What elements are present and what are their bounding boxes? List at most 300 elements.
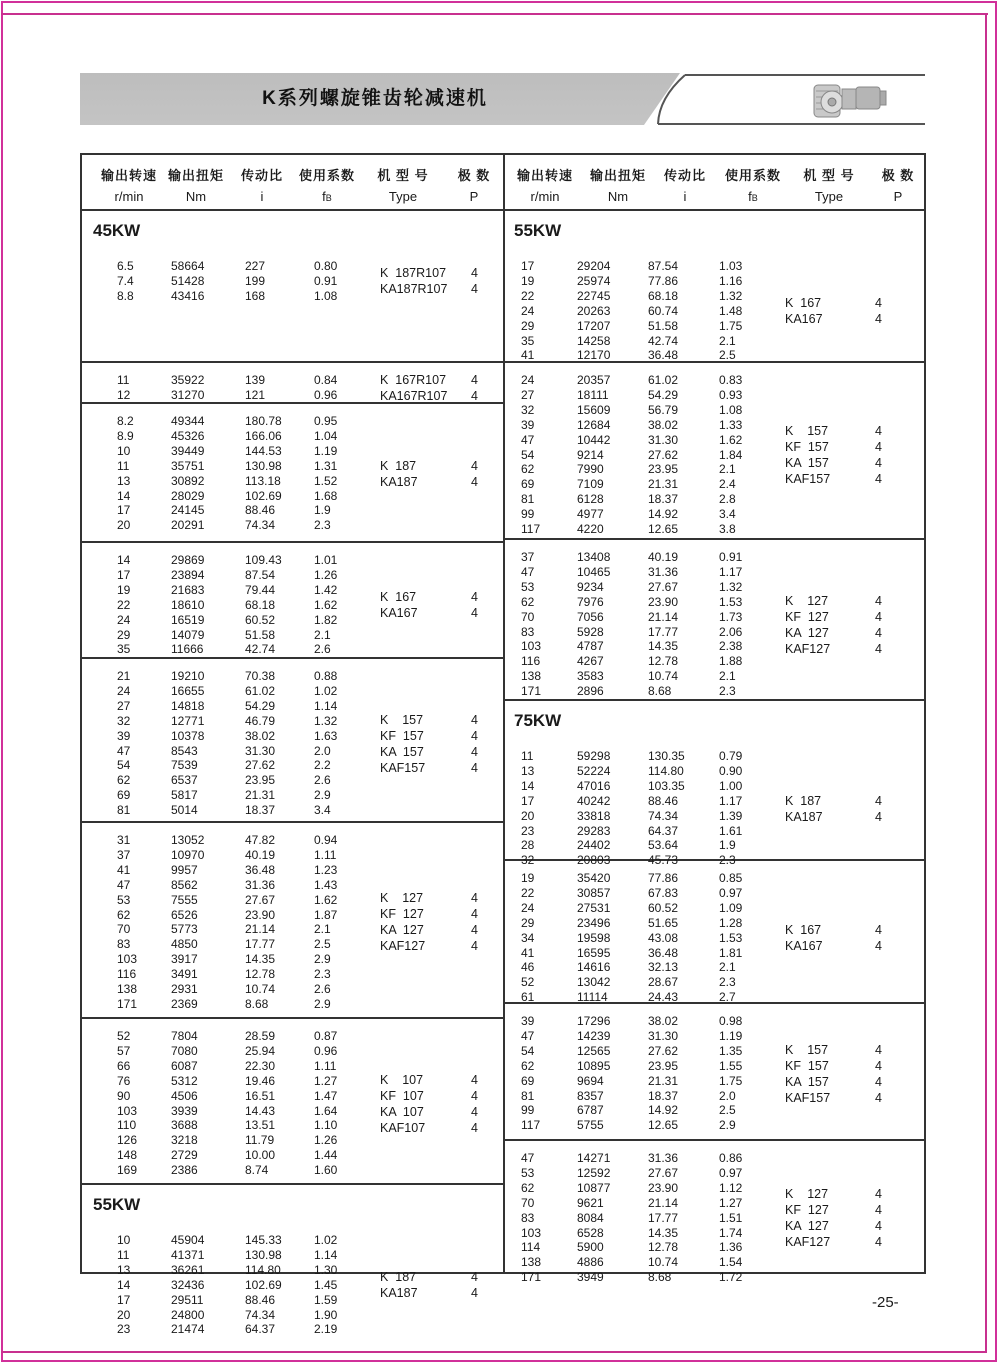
torque-cell: 58664	[171, 259, 205, 273]
header-label: f	[322, 189, 326, 204]
table-row	[503, 1044, 924, 1059]
torque-cell: 6526	[171, 907, 198, 922]
speed-cell: 14	[117, 1277, 131, 1292]
ratio-cell: 12.65	[648, 522, 679, 536]
speed-cell: 39	[521, 417, 535, 432]
model-type: KF 127	[380, 907, 424, 922]
gearbox-motor-image	[810, 79, 890, 121]
torque-cell: 7539	[171, 758, 198, 773]
speed-cell: 69	[521, 1073, 535, 1088]
pole-count: 4	[471, 744, 478, 759]
service-factor-cell: 1.42	[314, 582, 338, 597]
service-factor-cell: 1.39	[719, 808, 743, 823]
model-type-list	[785, 593, 830, 657]
speed-cell: 114	[521, 1240, 541, 1255]
table-row	[503, 809, 924, 824]
service-factor-cell: 0.94	[314, 833, 338, 847]
torque-cell: 21474	[171, 1322, 205, 1337]
ratio-cell: 8.68	[245, 996, 269, 1011]
speed-cell: 99	[521, 507, 535, 522]
speed-cell: 126	[117, 1133, 138, 1148]
pole-count: 4	[471, 907, 478, 922]
ratio-cell: 139	[245, 373, 266, 387]
service-factor-cell: 1.28	[719, 915, 743, 930]
model-type-list	[380, 458, 418, 490]
speed-cell: 103	[521, 1225, 542, 1240]
speed-cell: 28	[521, 838, 535, 853]
pole-count-list	[471, 265, 478, 297]
ratio-cell: 27.62	[648, 1043, 679, 1058]
speed-cell: 53	[521, 1165, 535, 1180]
ratio-cell: 61.02	[648, 373, 679, 387]
table-row	[503, 1196, 924, 1211]
table-row	[503, 975, 924, 990]
torque-cell: 23894	[171, 567, 205, 582]
speed-cell: 53	[117, 892, 131, 907]
ratio-cell: 130.98	[245, 1247, 282, 1262]
speed-cell: 69	[117, 788, 131, 803]
speed-cell: 47	[521, 1151, 535, 1165]
service-factor-cell: 3.4	[314, 803, 331, 818]
table-row	[82, 967, 503, 982]
header-subscript: B	[325, 193, 332, 203]
header-cell	[882, 165, 915, 184]
torque-cell: 2369	[171, 996, 198, 1011]
table-row	[82, 1133, 503, 1148]
service-factor-cell: 0.88	[314, 669, 338, 683]
header-label: Nm	[607, 189, 629, 204]
torque-cell: 36261	[171, 1262, 205, 1277]
header-cell	[377, 165, 428, 184]
pole-count: 4	[875, 1042, 882, 1057]
service-factor-cell: 1.74	[719, 1225, 743, 1240]
table-row	[503, 684, 924, 699]
torque-cell: 4850	[171, 937, 198, 952]
table-row	[503, 304, 924, 319]
service-factor-cell: 0.85	[719, 871, 743, 885]
service-factor-cell: 1.45	[314, 1277, 338, 1292]
model-type: KF 127	[785, 1203, 829, 1218]
service-factor-cell: 0.91	[719, 550, 743, 564]
header-cell	[517, 165, 573, 184]
table-block	[503, 1004, 924, 1141]
pole-count: 4	[471, 372, 478, 387]
ratio-cell: 51.65	[648, 915, 679, 930]
speed-cell: 81	[521, 1088, 535, 1103]
torque-cell: 6087	[171, 1058, 198, 1073]
torque-cell: 12771	[171, 713, 205, 728]
table-block	[82, 404, 503, 543]
service-factor-cell: 2.3	[314, 967, 331, 982]
header-label: 使用系数	[298, 168, 356, 183]
torque-cell: 14079	[171, 627, 205, 642]
torque-cell: 14616	[577, 960, 611, 975]
ratio-cell: 12.78	[245, 967, 276, 982]
pole-count: 4	[875, 793, 882, 808]
ratio-cell: 8.74	[245, 1163, 269, 1178]
model-type: K 167	[380, 590, 417, 605]
ratio-cell: 13.51	[245, 1118, 276, 1133]
service-factor-cell: 2.1	[719, 960, 736, 975]
service-factor-cell: 0.80	[314, 259, 338, 273]
ratio-cell: 74.34	[245, 518, 276, 533]
model-type: K 157	[785, 423, 829, 438]
torque-cell: 49344	[171, 414, 205, 428]
model-type: KA 157	[380, 744, 424, 759]
service-factor-cell: 3.8	[719, 522, 736, 536]
torque-cell: 4220	[577, 522, 604, 536]
ratio-cell: 199	[245, 273, 266, 288]
torque-cell: 8084	[577, 1210, 604, 1225]
header-label: 输出扭矩	[589, 168, 647, 183]
speed-cell: 83	[117, 937, 131, 952]
service-factor-cell: 1.08	[719, 402, 743, 417]
table-row	[503, 1181, 924, 1196]
pole-count-list	[471, 1269, 478, 1301]
speed-cell: 70	[117, 922, 131, 937]
service-factor-cell: 0.84	[314, 373, 338, 387]
service-factor-cell: 1.00	[719, 778, 743, 793]
service-factor-cell: 0.96	[314, 387, 338, 402]
pole-count: 4	[875, 1074, 882, 1089]
service-factor-cell: 1.88	[719, 654, 743, 669]
service-factor-cell: 2.4	[719, 477, 736, 492]
service-factor-cell: 1.16	[719, 273, 743, 288]
ratio-cell: 36.48	[648, 348, 679, 363]
model-type: K 167	[785, 296, 822, 311]
pole-count-list	[471, 458, 478, 490]
service-factor-cell: 1.27	[719, 1195, 743, 1210]
header-cell	[684, 189, 687, 204]
service-factor-cell: 1.9	[719, 838, 736, 853]
table-row	[82, 1059, 503, 1074]
ratio-cell: 46.79	[245, 713, 276, 728]
model-type: KAF127	[380, 939, 426, 954]
service-factor-cell: 2.38	[719, 639, 743, 654]
model-type: KA187R107	[380, 282, 448, 297]
service-factor-cell: 1.73	[719, 609, 743, 624]
table-row	[503, 610, 924, 625]
speed-cell: 17	[117, 503, 131, 518]
table-row	[82, 833, 503, 848]
torque-cell: 4506	[171, 1088, 198, 1103]
page-frame-inner-top	[1, 13, 988, 15]
service-factor-cell: 2.1	[719, 669, 736, 684]
model-type: KAF127	[785, 641, 831, 656]
service-factor-cell: 1.75	[719, 1073, 743, 1088]
pole-count: 4	[471, 712, 478, 727]
service-factor-cell: 1.68	[314, 488, 338, 503]
pole-count: 4	[875, 296, 882, 311]
service-factor-cell: 0.96	[314, 1043, 338, 1058]
model-type: KA187	[380, 474, 418, 489]
speed-cell: 31	[117, 833, 131, 847]
pole-count: 4	[875, 439, 882, 454]
ratio-cell: 21.14	[648, 609, 679, 624]
service-factor-cell: 1.63	[314, 728, 338, 743]
table-row	[82, 613, 503, 628]
table-row	[82, 699, 503, 714]
model-type: K 127	[785, 593, 829, 608]
table-row	[82, 1118, 503, 1133]
pole-count: 4	[471, 590, 478, 605]
torque-cell: 29511	[171, 1292, 204, 1307]
service-factor-cell: 1.11	[314, 847, 337, 862]
page-frame-inner-bottom	[1, 1351, 987, 1353]
service-factor-cell: 1.72	[719, 1270, 743, 1285]
ratio-cell: 145.33	[245, 1233, 282, 1247]
model-type: KA 127	[785, 625, 829, 640]
torque-cell: 13408	[577, 550, 611, 564]
pole-count: 4	[875, 1219, 882, 1234]
pole-count: 4	[875, 625, 882, 640]
header-cell	[531, 189, 560, 204]
torque-cell: 14239	[577, 1028, 611, 1043]
ratio-cell: 88.46	[245, 503, 276, 518]
torque-cell: 7056	[577, 609, 604, 624]
model-type: K 167	[785, 923, 822, 938]
speed-cell: 24	[521, 373, 535, 387]
table-row	[503, 403, 924, 418]
speed-cell: 24	[117, 683, 131, 698]
ratio-cell: 180.78	[245, 414, 282, 428]
table-row	[503, 448, 924, 463]
model-type-list	[380, 1072, 425, 1136]
torque-cell: 4886	[577, 1255, 604, 1270]
ratio-cell: 47.82	[245, 833, 276, 847]
model-type-list	[785, 793, 823, 825]
table-row	[503, 749, 924, 764]
ratio-cell: 28.67	[648, 975, 679, 990]
speed-cell: 24	[521, 900, 535, 915]
service-factor-cell: 1.19	[719, 1028, 743, 1043]
speed-cell: 148	[117, 1148, 138, 1163]
header-row-en	[82, 189, 503, 211]
header-label: 传动比	[663, 168, 707, 183]
service-factor-cell: 1.23	[314, 862, 338, 877]
ratio-cell: 102.69	[245, 488, 282, 503]
ratio-cell: 8.68	[648, 684, 672, 699]
speed-cell: 90	[117, 1088, 131, 1103]
model-type-list	[380, 265, 447, 297]
ratio-cell: 36.48	[648, 945, 679, 960]
speed-cell: 76	[117, 1073, 131, 1088]
service-factor-cell: 1.62	[719, 432, 743, 447]
table-row	[503, 960, 924, 975]
service-factor-cell: 0.87	[314, 1029, 338, 1043]
table-row	[82, 848, 503, 863]
ratio-cell: 31.36	[648, 1151, 679, 1165]
pole-count: 4	[875, 1090, 882, 1105]
table-column-left	[82, 155, 505, 1337]
speed-cell: 117	[521, 1118, 541, 1133]
speed-cell: 34	[521, 930, 535, 945]
table-row	[503, 764, 924, 779]
model-type-list	[380, 372, 447, 404]
torque-cell: 16595	[577, 945, 611, 960]
service-factor-cell: 0.98	[719, 1014, 743, 1028]
table-row	[503, 1270, 924, 1285]
torque-cell: 17207	[577, 318, 611, 333]
table-row	[503, 871, 924, 886]
table-block	[82, 1185, 503, 1337]
table-row	[503, 639, 924, 654]
torque-cell: 24800	[171, 1307, 205, 1322]
table-block	[503, 540, 924, 701]
torque-cell: 9234	[577, 579, 604, 594]
speed-cell: 27	[117, 698, 131, 713]
ratio-cell: 40.19	[245, 847, 276, 862]
ratio-cell: 23.90	[648, 1180, 679, 1195]
speed-cell: 83	[521, 624, 535, 639]
service-factor-cell: 2.0	[719, 1088, 736, 1103]
pole-count: 4	[471, 1270, 478, 1285]
table-row	[503, 625, 924, 640]
model-type: KF 107	[380, 1088, 424, 1103]
speed-cell: 11	[117, 1247, 130, 1262]
model-type: KA 127	[785, 1219, 829, 1234]
header-cell	[590, 165, 646, 184]
ratio-cell: 79.44	[245, 582, 276, 597]
speed-cell: 11	[117, 373, 130, 387]
power-rating-heading: 75KW	[514, 711, 562, 730]
ratio-cell: 54.29	[648, 387, 679, 402]
table-row	[82, 1278, 503, 1293]
speed-cell: 8.2	[117, 414, 134, 428]
service-factor-cell: 1.84	[719, 447, 743, 462]
pole-count: 4	[471, 282, 478, 297]
service-factor-cell: 1.32	[719, 579, 743, 594]
ratio-cell: 21.31	[245, 788, 276, 803]
speed-cell: 13	[117, 1262, 131, 1277]
table-column-right	[503, 155, 924, 1285]
ratio-cell: 74.34	[245, 1307, 276, 1322]
speed-cell: 103	[521, 639, 542, 654]
torque-cell: 5817	[171, 788, 198, 803]
speed-cell: 22	[521, 885, 535, 900]
model-type: KF 157	[785, 439, 829, 454]
service-factor-cell: 1.52	[314, 473, 338, 488]
ratio-cell: 27.67	[648, 1165, 679, 1180]
model-type: KAF127	[785, 1235, 831, 1250]
pole-count: 4	[471, 1072, 478, 1087]
torque-cell: 30857	[577, 885, 611, 900]
model-type: KA187	[380, 1286, 418, 1301]
table-row	[82, 684, 503, 699]
service-factor-cell: 1.60	[314, 1163, 338, 1178]
torque-cell: 10970	[171, 847, 205, 862]
torque-cell: 28029	[171, 488, 205, 503]
torque-cell: 19598	[577, 930, 611, 945]
speed-cell: 52	[117, 1029, 131, 1043]
torque-cell: 47016	[577, 778, 611, 793]
speed-cell: 62	[521, 594, 535, 609]
torque-cell: 7990	[577, 462, 604, 477]
ratio-cell: 31.36	[648, 564, 679, 579]
table-row	[82, 1148, 503, 1163]
speed-cell: 47	[521, 432, 535, 447]
ratio-cell: 18.37	[648, 1088, 679, 1103]
torque-cell: 3491	[171, 967, 198, 982]
pole-count: 4	[875, 423, 882, 438]
table-row	[82, 568, 503, 583]
header-label: 使用系数	[724, 168, 782, 183]
pole-count: 4	[875, 923, 882, 938]
ratio-cell: 68.18	[245, 597, 276, 612]
torque-cell: 12592	[577, 1165, 611, 1180]
ratio-cell: 31.36	[245, 877, 276, 892]
torque-cell: 6537	[171, 773, 198, 788]
table-row	[503, 886, 924, 901]
speed-cell: 32	[521, 402, 535, 417]
table-row	[503, 946, 924, 961]
ratio-cell: 8.68	[648, 1270, 672, 1285]
table-row	[503, 931, 924, 946]
speed-cell: 29	[521, 318, 535, 333]
torque-cell: 16655	[171, 683, 205, 698]
ratio-cell: 64.37	[245, 1322, 276, 1337]
torque-cell: 13042	[577, 975, 611, 990]
torque-cell: 5928	[577, 624, 604, 639]
speed-cell: 70	[521, 609, 535, 624]
speed-cell: 81	[117, 803, 131, 818]
torque-cell: 35751	[171, 458, 205, 473]
table-row	[82, 937, 503, 952]
speed-cell: 35	[117, 642, 131, 657]
speed-cell: 17	[521, 259, 535, 273]
ratio-cell: 227	[245, 259, 266, 273]
model-type: KA 157	[785, 1074, 829, 1089]
torque-cell: 7555	[171, 892, 198, 907]
model-type: K 157	[380, 712, 424, 727]
ratio-cell: 109.43	[245, 553, 282, 567]
torque-cell: 40242	[577, 793, 611, 808]
header-label: 机 型 号	[803, 168, 855, 183]
ratio-cell: 17.77	[648, 624, 679, 639]
pole-count-list	[875, 1186, 882, 1250]
speed-cell: 10	[117, 443, 131, 458]
ratio-cell: 21.31	[648, 1073, 679, 1088]
speed-cell: 103	[117, 1103, 138, 1118]
pole-count-list	[471, 372, 478, 404]
header-cell	[725, 165, 781, 184]
service-factor-cell: 1.33	[719, 417, 743, 432]
header-label: 极 数	[881, 168, 915, 183]
torque-cell: 20803	[577, 853, 611, 868]
table-block	[82, 1019, 503, 1185]
speed-cell: 14	[521, 778, 535, 793]
service-factor-cell: 2.1	[314, 627, 331, 642]
service-factor-cell: 1.11	[314, 1058, 337, 1073]
speed-cell: 138	[117, 982, 138, 996]
torque-cell: 29204	[577, 259, 611, 273]
torque-cell: 27531	[577, 900, 611, 915]
table-row	[82, 1233, 503, 1248]
ratio-cell: 60.74	[648, 303, 679, 318]
torque-cell: 6528	[577, 1225, 604, 1240]
torque-cell: 12684	[577, 417, 611, 432]
pole-count: 4	[471, 923, 478, 938]
table-row	[82, 714, 503, 729]
header-label: 输出转速	[100, 168, 158, 183]
service-factor-cell: 1.31	[314, 458, 338, 473]
service-factor-cell: 2.3	[314, 518, 331, 533]
ratio-cell: 12.78	[648, 654, 679, 669]
model-type: K 127	[380, 891, 424, 906]
speed-cell: 81	[521, 492, 535, 507]
table-row	[503, 507, 924, 522]
service-factor-cell: 0.95	[314, 414, 338, 428]
